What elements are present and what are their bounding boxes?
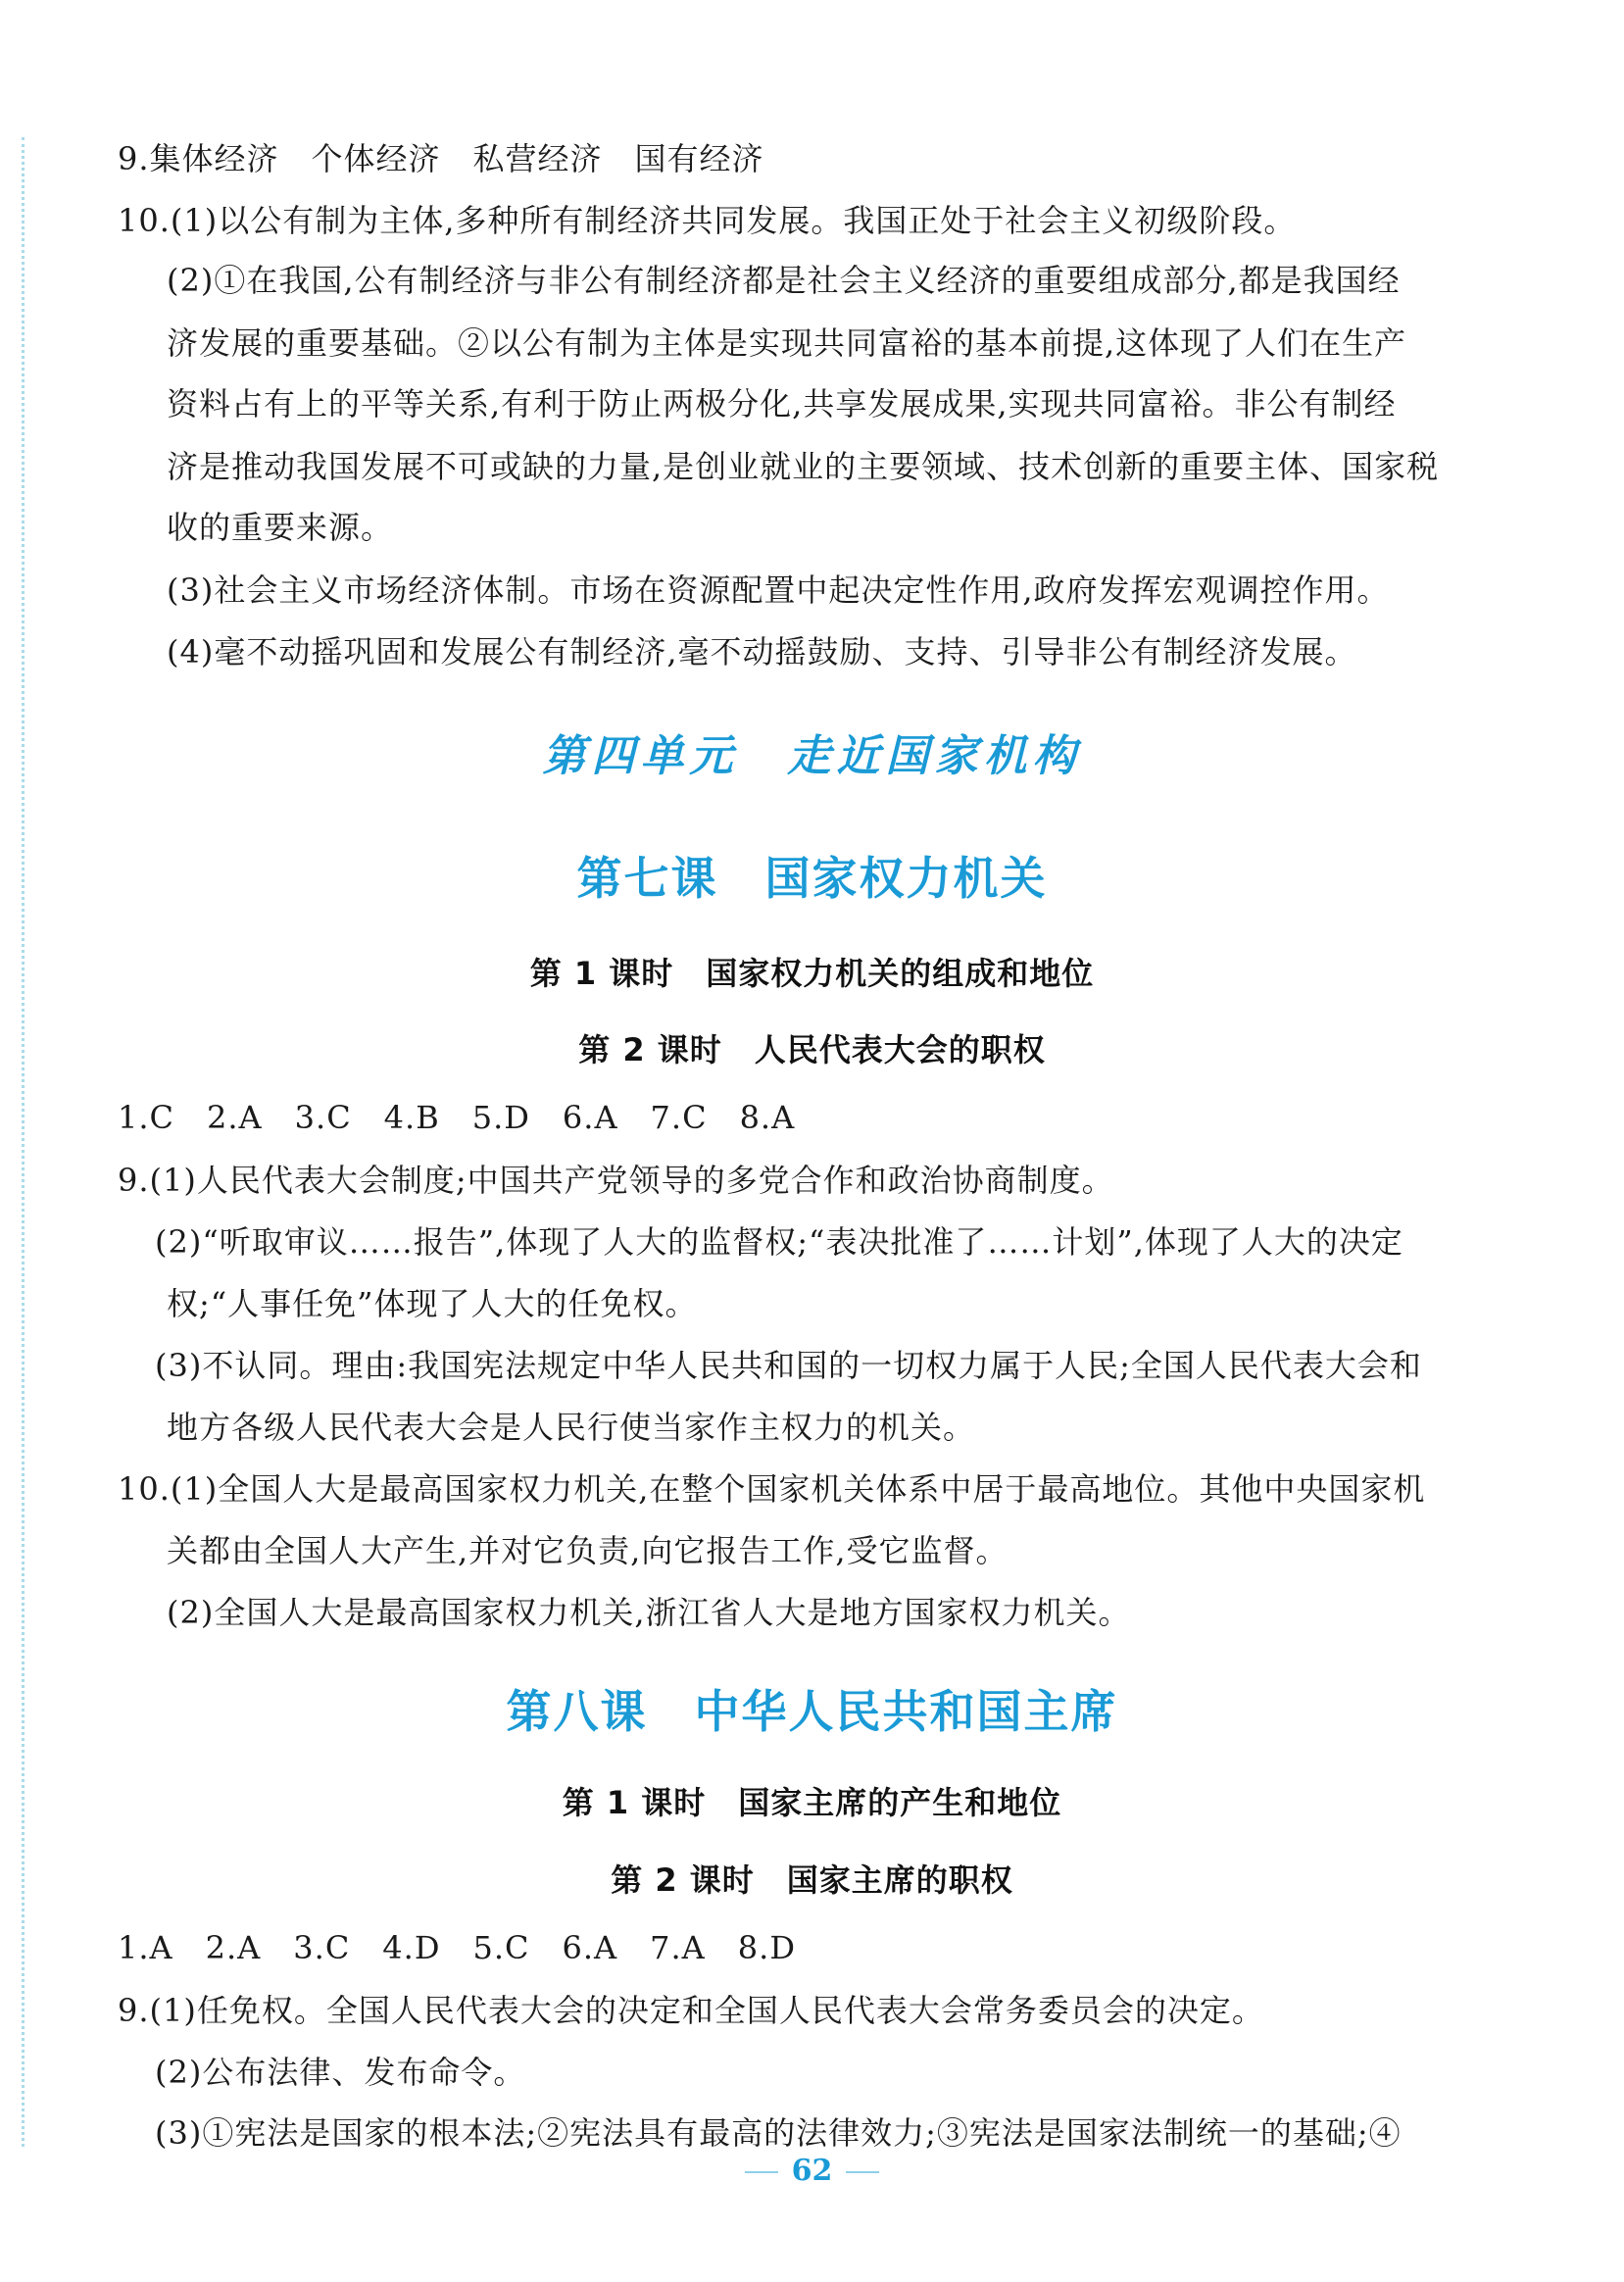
choice-answers: 1.A 2.A 3.C 4.D 5.C 6.A 7.A 8.D bbox=[118, 1929, 796, 1966]
page-number-dash-right bbox=[846, 2171, 879, 2173]
answer-q10-line: 关都由全国人大产生,并对它负责,向它报告工作,受它监督。 bbox=[167, 1532, 1009, 1569]
margin-dotted-line bbox=[22, 137, 25, 2147]
answer-q9-line: (2)“听取审议……报告”,体现了人大的监督权;“表决批准了……计划”,体现了人大的决定 bbox=[155, 1223, 1403, 1261]
answer-q9-line: (3)①宪法是国家的根本法;②宪法具有最高的法律效力;③宪法是国家法制统一的基础;④ bbox=[155, 2114, 1402, 2152]
answer-q10-line: (2)全国人大是最高国家权力机关,浙江省人大是地方国家权力机关。 bbox=[167, 1594, 1131, 1631]
answer-q10-line: 10.(1)以公有制为主体,多种所有制经济共同发展。我国正处于社会主义初级阶段。 bbox=[118, 202, 1297, 239]
choice-answers: 1.C 2.A 3.C 4.B 5.D 6.A 7.C 8.A bbox=[118, 1099, 796, 1136]
period-title: 第 2 课时 人民代表大会的职权 bbox=[578, 1031, 1046, 1068]
answer-q10-line: 济是推动我国发展不可或缺的力量,是创业就业的主要领域、技术创新的重要主体、国家税 bbox=[167, 448, 1440, 485]
answer-q10-line: (2)①在我国,公有制经济与非公有制经济都是社会主义经济的重要组成部分,都是我国经 bbox=[167, 262, 1401, 299]
answer-q9-line: 9.(1)任免权。全国人民代表大会的决定和全国人民代表大会常务委员会的决定。 bbox=[118, 1992, 1264, 2029]
lesson-title-7: 第七课 国家权力机关 bbox=[576, 852, 1048, 905]
answer-q10-line: (4)毫不动摇巩固和发展公有制经济,毫不动摇鼓励、支持、引导非公有制经济发展。 bbox=[167, 633, 1357, 670]
period-title: 第 2 课时 国家主席的职权 bbox=[611, 1861, 1013, 1899]
period-title: 第 1 课时 国家主席的产生和地位 bbox=[562, 1784, 1062, 1821]
answer-q10-line: 济发展的重要基础。②以公有制为主体是实现共同富裕的基本前提,这体现了人们在生产 bbox=[167, 324, 1407, 362]
answer-q10-line: 收的重要来源。 bbox=[167, 509, 394, 546]
period-title: 第 1 课时 国家权力机关的组成和地位 bbox=[529, 955, 1095, 992]
lesson-title-8: 第八课 中华人民共和国主席 bbox=[506, 1685, 1118, 1738]
answer-q9-economy: 9.集体经济 个体经济 私营经济 国有经济 bbox=[118, 140, 764, 177]
answer-q10-line: 10.(1)全国人大是最高国家权力机关,在整个国家机关体系中居于最高地位。其他中央国家机 bbox=[118, 1470, 1426, 1508]
answer-q9-line: 地方各级人民代表大会是人民行使当家作主权力的机关。 bbox=[167, 1409, 976, 1446]
answer-q10-line: (3)社会主义市场经济体制。市场在资源配置中起决定性作用,政府发挥宏观调控作用。 bbox=[167, 571, 1390, 609]
answer-q9-line: 权;“人事任免”体现了人大的任免权。 bbox=[167, 1285, 698, 1322]
answer-q9-line: 9.(1)人民代表大会制度;中国共产党领导的多党合作和政治协商制度。 bbox=[118, 1162, 1114, 1199]
unit-title: 第四单元 走近国家机构 bbox=[542, 731, 1082, 781]
answer-q9-line: (3)不认同。理由:我国宪法规定中华人民共和国的一切权力属于人民;全国人民代表大会和 bbox=[155, 1347, 1422, 1384]
page-number-text: 62 bbox=[791, 2154, 833, 2188]
page-number-dash-left bbox=[745, 2171, 778, 2173]
page-number bbox=[0, 2154, 1624, 2188]
answer-q9-line: (2)公布法律、发布命令。 bbox=[155, 2054, 526, 2091]
answer-q10-line: 资料占有上的平等关系,有利于防止两极分化,共享发展成果,实现共同富裕。非公有制经 bbox=[167, 385, 1397, 422]
